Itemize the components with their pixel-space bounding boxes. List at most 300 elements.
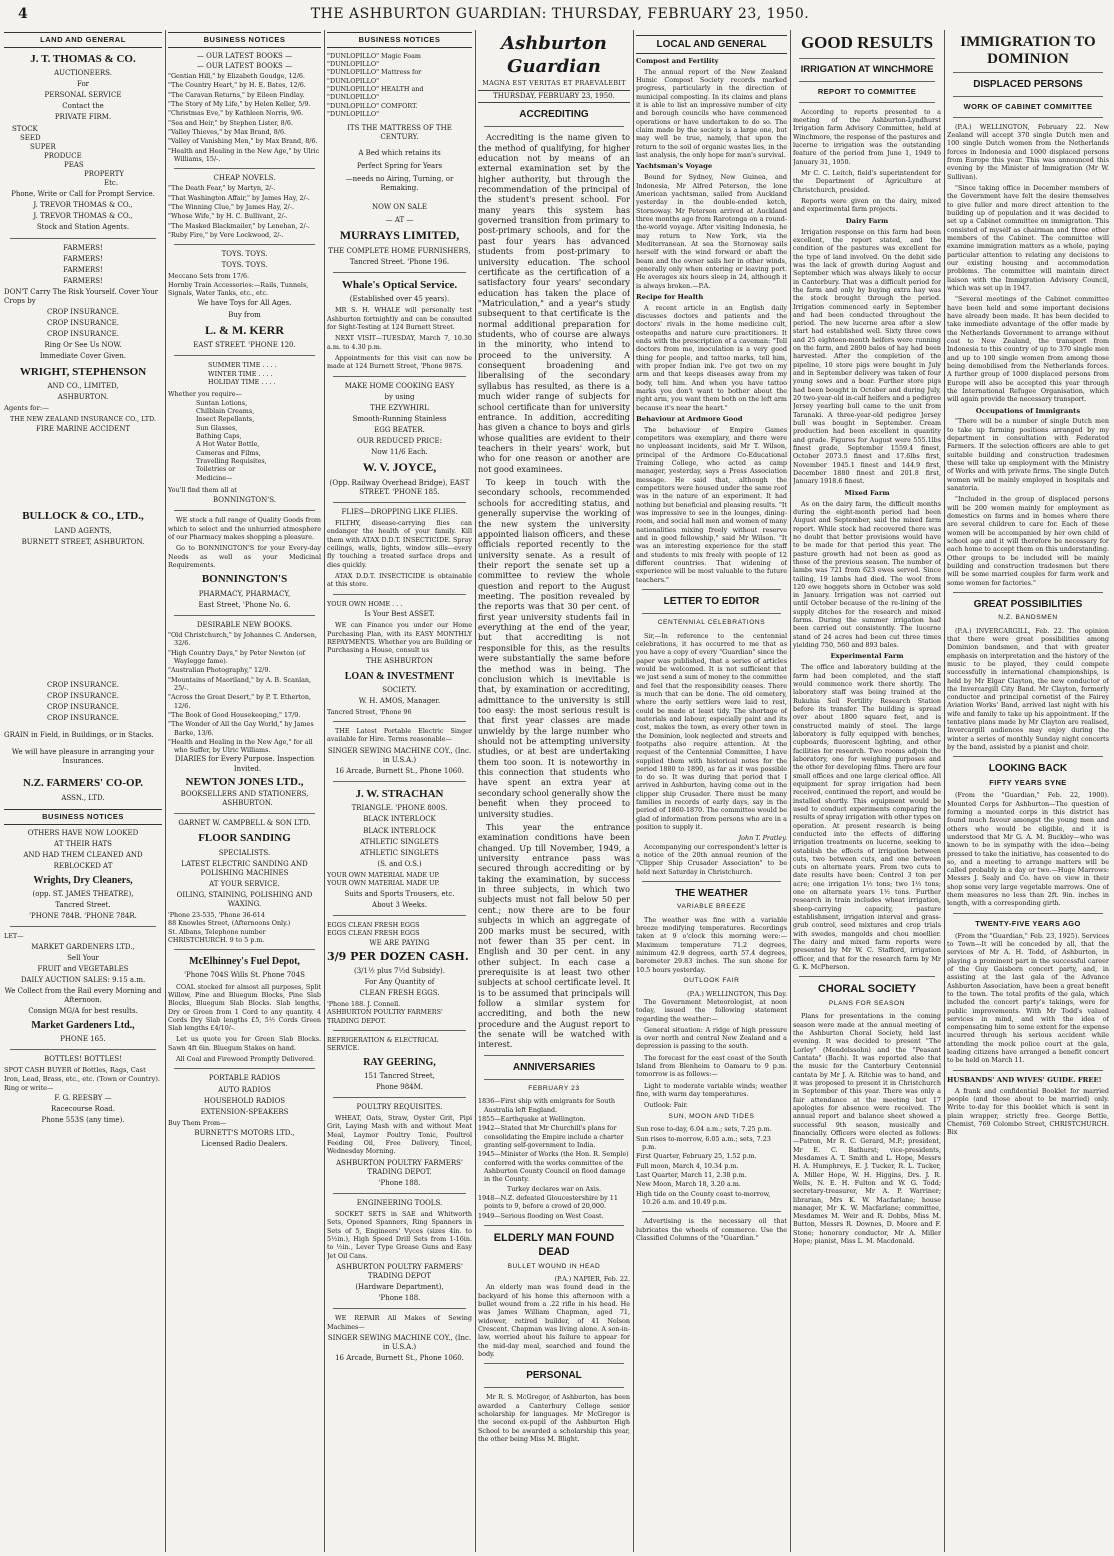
ad-paragraph: Let us quote you for Green Slab Blocks. Sawn 4ft 6in. Bluegum Stakes on hand. [168, 1035, 321, 1052]
ad-line: 'Phone 188. [378, 1178, 421, 1187]
ad-line: PORTABLE RADIOS [208, 1074, 281, 1083]
ad-line: ATHLETIC SINGLETS [360, 837, 439, 846]
divider [333, 376, 466, 377]
ad-line: MARKET GARDENERS LTD., [31, 942, 135, 951]
ad-line: Buy from [228, 310, 261, 319]
article-subheading: PLANS FOR SEASON [828, 999, 906, 1007]
ad-cheap-novels [168, 174, 321, 239]
divider [174, 813, 315, 814]
ad-line: ENGINEERING TOOLS. [356, 1198, 443, 1207]
ad-line: FLIES—DROPPING LIKE FLIES. [341, 508, 458, 517]
ad-line: Ring Or See Us NOW. [44, 341, 122, 350]
ad-line: Insect Repellants, [196, 415, 255, 424]
ad-line: "Sea and Heir," by Stephen Lister, 8/6. [168, 118, 293, 127]
ad-line: CHEAP NOVELS. [213, 174, 276, 183]
ad-line: "Ruby Fire," by Vere Lockwood, 2/-. [168, 230, 284, 239]
ad-line: THE EZYWHIRL [370, 403, 429, 412]
letter-subheading: CENTENNIAL CELEBRATIONS [657, 619, 766, 627]
ad-line: "Health and Healing in the New Age," for all who Suffer, by Ulric Williams. [168, 737, 313, 755]
divider [333, 781, 466, 782]
ad-line: GARNET W. CAMPBELL & SON LTD. [178, 819, 311, 828]
ad-line: St. Albans, Telephone number [168, 927, 266, 936]
ad-bonnington [168, 516, 321, 609]
ad-line: (Opp. Railway Overhead Bridge), EAST STREET. 'PHONE 185. [329, 478, 470, 496]
ad-line: EGG BEATER. [374, 425, 425, 434]
divider [799, 58, 935, 59]
list-item: New Moon, March 18, 3.20 a.m. [636, 1180, 741, 1189]
ad-line: DON'T Carry The Risk Yourself. Cover Your Crops by [4, 287, 158, 306]
ad-line: 16 Arcade, Burnett St., Phone 1060. [335, 1354, 464, 1363]
ad-line: Medicine— [196, 473, 233, 482]
article-heading: IMMIGRATION TO DOMINION [960, 34, 1096, 67]
personal-heading: PERSONAL [526, 1370, 582, 1382]
item-heading: Yachtsman's Voyage [636, 162, 713, 171]
ad-line: Licensed Radio Dealers. [201, 1140, 288, 1149]
editorial-heading: ACCREDITING [519, 109, 589, 121]
column-immigration [947, 30, 1109, 1552]
paragraph: (P.A.) INVERCARGILL, Feb. 22. The opinion that there were great possibilities among Dominion bandsmen, and that with greater emphasis on interpretation and the history of the music to be played, they could compete successfully in international championships, is held by Mr Elgar Clayton, the new conductor of the Invercargill City Band. Mr Clayton, formerly conductor and principal cornetist of the Fairey Aviation Works' Band, arrived last night with his wife and family to take up his appointment. If the tentative plans made by Mr Clayton are realised, Invercargill audiences may enjoy during the winter a series of monthly Sunday night concerts by the band, assisted by a pianist and choir. [947, 626, 1109, 752]
ad-line: 151 Tancred Street, [364, 1071, 435, 1080]
ad-line: "The Masked Blackmailer," by Lenehan, 2/-. [168, 221, 310, 230]
section-header: BUSINESS NOTICES [168, 32, 321, 48]
ad-line: SINGER SEWING MACHINE COY., (Inc. in U.S.A.) [327, 746, 472, 764]
divider [642, 1211, 781, 1212]
ad-thomas [4, 52, 162, 233]
ad-line: 16 Arcade, Burnett St., Phone 1060. [335, 766, 464, 775]
list-item: 1949—Serious flooding on West Coast. [478, 1211, 604, 1220]
ad-line: Hornby Train Accessories:—Rails, Tunnels, Signals, Water Tanks, etc., etc. [168, 280, 309, 298]
article-heading: GOOD RESULTS [800, 33, 934, 52]
paragraph: Accrediting is the name given to the method of qualifying, for higher education not by means of an external examination set by the higher authority, but through the recommendation of the principal of the student's present school. For many years this system has governed transition from primary to post-primary schools, and for the past four years has advanced students from post-primary to university education. The school certificate as the certification of a satisfactory four years' secondary education has taken the place of "Matriculation," and a year's study subsequent to that certificate is the normal additional preparation for students, who of course are always in the minority, who intend to proceed to the university. A consequent broadening and liberalising of the secondary syllabus has resulted, as there is a much wider range of subjects for school certificate than for university entrance. In addition, accrediting has given a chance to boys and girls whose qualities are evident to their teachers in their years' work, but who for one reason or another are not good examinees. [478, 132, 630, 474]
paragraph: The weather was fine with a variable breeze modifying temperatures. Recordings taken at 9 o'clock this morning were:—Maximum temperature 71.2 degrees, minimum 42.9 degrees, earth 57.4 degrees, barometer 29.83 inches. The sun shone for 10.5 hours yesterday. [636, 915, 787, 974]
ad-line: EGGS CLEAN FRESH EGGS [327, 920, 420, 929]
ad-line: "That Washington Affair," by James Hay, 2/-. [168, 193, 310, 202]
divider [484, 1055, 624, 1056]
ad-title: Market Gardeners Ltd., [31, 1020, 135, 1032]
divider [484, 1225, 624, 1226]
ad-line: F. G. REESBY — [54, 1093, 112, 1102]
ad-line: DIARIES for Every Purpose. Inspection Invited. [174, 755, 315, 773]
list-item: Sun rises to-morrow, 6.05 a.m.; sets, 7.23 p.m. [636, 1134, 771, 1151]
ad-line: Buy Them From— [168, 1118, 227, 1127]
divider [333, 1308, 466, 1309]
ad-line: CROP INSURANCE. [46, 330, 120, 339]
column-land-and-general [4, 30, 162, 1552]
ad-line: YOUR OWN HOME . . . [327, 599, 403, 608]
paragraph: Bound for Sydney, New Guinea, and Indonesia, Mr Alfred Peterson, the lone American yachtsman, sailed from Auckland yesterday in the double-ended ketch, Stornoway. Mr Peterson arrived at Auckland three months ago from Rarotonga on a round-the-world voyage. After visiting Indonesia, he may return to New York, via the Mediterranean. At sea the Stornoway sails herself with the wind forward or abaft the beam and the owner sails her in other winds, generally only when entering or leaving port. He averages six hours sleep in 24, although it is always broken.—P.A. [636, 173, 787, 290]
ad-line: W. H. AMOS, Manager. [358, 696, 441, 705]
ad-line: SEED [20, 133, 41, 142]
ad-line: ASHBURTON POULTRY FARMERS' TRADING DEPOT [336, 1262, 463, 1281]
ad-line: We have Toys for All Ages. [197, 299, 292, 308]
ad-line: TOYS. TOYS. [221, 250, 268, 259]
dateline: (P.A.) NAPIER, Feb. 22. [554, 1275, 630, 1284]
ad-line: AT THEIR HATS [54, 839, 112, 848]
ad-line: PHARMACY, PHARMACY, [198, 589, 291, 598]
ad-fuel-depot [168, 955, 321, 1063]
ad-line: East Street, 'Phone No. 6. [198, 600, 291, 609]
ad-line: CLEAN FRESH EGGS. [359, 988, 440, 997]
ad-line: "The Country Heart," by H. E. Bates, 12/6. [168, 81, 306, 90]
ad-whale-optical [327, 278, 472, 371]
ad-line: For Any Quantity of [364, 977, 435, 986]
paragraph: "Several meetings of the Cabinet committee have been held and some important decisions have already been made. It has been decided to take immediate advantage of the offer made by the Netherlands Government to arrange without cost to New Zealand, the transport from Indonesia to this country of up to 370 single men and up to 100 single women from among those being demobilised from the Netherlands forces. A further group of 1000 displaced persons from Europe will also be accepted this year through the International Refugee Organisation, which will again provide the necessary transport. [947, 295, 1109, 404]
list-item: 1836—First ship with emigrants for South Australia left England. [478, 1097, 616, 1114]
ad-line: "DUNLOPILLO" [327, 110, 380, 119]
paragraph: According to reports presented to a meeting of the Ashburton-Lyndhurst Irrigation farm Advisory Committee, held at Winchmore, the response of the pastures and lucerne to irrigation was the outstanding feature of the period from June 1, 1949 to January 31, 1950. [793, 107, 941, 166]
ad-line: FIRE MARINE ACCIDENT [36, 425, 130, 434]
ad-line: "Old Christchurch," by Johannes C. Andersen, 32/6. [168, 630, 317, 648]
ad-line: 88 Knowles Street, (Afternoons Only.) [168, 919, 291, 928]
paragraph: A recent article in an English daily discusses doctors and patients and the doctors' rivals in the home medicine cult, osteopaths and nature cure practitioners. It ends with the prescription of a caveman: "Tell doctors from me, inoculation is a very good thing for people, and tattoo marks, tell him, with proper Indian ink. I've got two on my arm and that keeps diseases away from my body, tell him. And when you have tattoo marks you don't want to bother about the right arm, you want them both on the left arm because it's near the heart." [636, 303, 787, 412]
ad-line: "Australian Photography," 12/9. [168, 666, 271, 675]
ad-line: Toiletries or [196, 465, 236, 474]
paragraph: Mr R. S. McGregor, of Ashburton, has been awarded a Canterbury College senior scholarship for languages. Mr McGregor is the second ex-pupil of the Ashburton High School to be awarded a scholarship this year, the other being Miss M. Blight. [478, 1393, 630, 1444]
ad-line: LAND AGENTS, [54, 526, 112, 535]
ad-paragraph: COAL stocked for almost all purposes, Split Willow, Pine and Bluegum Blocks, Pine Slab Blocks, Bluegum Slab Blocks. Slab lengths, Dry or Green from 1 Cord to any quantity. 4 Cords Dry Slab lengths £5, 5½ Cords Green Slab lengths £4/10/-. [168, 982, 321, 1033]
ad-line: YOUR OWN MATERIAL MADE UP. [327, 879, 440, 888]
ad-line: "Valley of Vanishing Men," by Max Brand, 8/6. [168, 137, 318, 146]
ad-title: WRIGHT, STEPHENSON [19, 365, 147, 378]
article-subheading: DISPLACED PERSONS [973, 79, 1083, 90]
ad-line: —needs no Airing, Turning, or Remaking. [345, 174, 454, 192]
ad-paragraph: THE Latest Portable Electric Singer available for Hire. Terms reasonable— [327, 727, 472, 744]
ad-dunlopillo [327, 52, 472, 267]
ad-line: Cameras and Films, [196, 448, 261, 457]
anniversaries-heading: ANNIVERSARIES [512, 1061, 596, 1073]
divider [333, 594, 466, 595]
paragraph: Plans for presentations in the coming season were made at the annual meeting of the Ashburton Choral Society, held last evening. It was decided to present "The Lorley" (Mendelssohn) and the "Peasant Cantata" (Bach). It was reported also that the music for the Canterbury Centennial cantata by Mr J. A. Ritchie was to hand, and it was proposed to present it in Christchurch in September of this year. There was only a fair attendance at the meeting but 17 apologies for absence were received. The annual report and balance sheet showed a successful 9th season, musically and financially. Officers were elected as follows:—Patron, Mr R. C. Gerard, M.P.; president, Mr E. C. Bathurst; vice-presidents, Mesdames A. T. Smith and L. Hope, Messrs H. A. Humphreys, E. J. Tucker, R. L. Tucker, A. Miller Hope, W. H. Higgins, Drs. J. R. Wells, N. E. H. Fulton and W. G. Todd; secretary-treasurer, Mr A. P. Warriner; librarian, Mrs K. W. Macfarlane; house manager, Mr K. W. Macfarlane; committee, Mesdames M. Weir and R. Dobbs, Miss M. Button, Messrs R. Downes, D. Moore and F. Stone; honorary conductor, Mr A. Miller Hope; pianist, Miss L. M. Macdonald. [793, 1012, 941, 1246]
ad-line: "Health and Healing in the New Age," by Ulric Williams, 15/-. [168, 146, 320, 163]
ad-line: DAILY AUCTION SALES: 9.15 a.m. [20, 975, 146, 984]
ad-line: Etc. [104, 179, 119, 188]
article-subheading: BULLET WOUND IN HEAD [507, 1262, 601, 1270]
ad-space [4, 549, 162, 679]
column-good-results [793, 30, 941, 1552]
ad-line: Contact the [62, 102, 104, 111]
ad-line: (3/1½ plus 7½d Subsidy). [353, 966, 445, 975]
ad-line: Chilblain Creams, [196, 406, 255, 415]
item-heading: Compost and Fertility [636, 57, 719, 65]
ad-line: Phone 984M. [375, 1082, 424, 1091]
ad-line: THE NEW ZEALAND INSURANCE CO., LTD. [10, 414, 156, 423]
ad-sewing [327, 1314, 472, 1363]
ad-line: About 3 Weeks. [372, 900, 427, 909]
ad-title: W. V. JOYCE, [362, 460, 437, 475]
item-heading: HUSBANDS' AND WIVES' GUIDE. FREE! [947, 1075, 1102, 1084]
divider [333, 1030, 466, 1031]
ad-line: Ring or write— [4, 1083, 54, 1092]
ad-line: "Gentian Hill," by Elizabeth Goudge, 12/6. [168, 71, 305, 80]
divider [10, 238, 156, 239]
divider [953, 1070, 1103, 1071]
ad-line: 'PHONE 784R. 'PHONE 784R. [29, 912, 137, 921]
ad-title: J. T. THOMAS & CO. [30, 52, 136, 65]
ad-line: Racecourse Road. [51, 1104, 115, 1113]
ad-crop [4, 681, 162, 803]
paragraph: This year the entrance examination conditions have been changed. Up till November, 1949, a university entrance pass was secured through accrediting or by taking the examination, by success in three subjects, in which two subjects must not fall below 50 per cent.; now there are to be four subjects in which an aggregate of 200 marks must be secured, with not fewer than 35 per cent. in English and 30 per cent. in any other subject. In each case a prerequisite is at least two other subjects at school certificate level. It is to be assumed that principals will follow a similar system for accrediting, and both the new procedure and the August report to the senate will be watched with interest. [478, 821, 630, 1050]
ad-line: SPOT CASH BUYER of Bottles, Rags, Cast Iron, Lead, Brass, etc., etc. (Town or Country). [4, 1066, 160, 1083]
divider [484, 1079, 624, 1080]
sun-moon-tides [636, 1125, 787, 1206]
ad-line: BLACK INTERLOCK [363, 826, 436, 835]
article-subheading: N.Z. BANDSMEN [998, 613, 1058, 621]
ad-line: FARMERS! [63, 254, 103, 263]
ad-books [168, 52, 321, 163]
paragraph: (P.A.) WELLINGTON, February 22. New Zealand will accept 370 single Dutch men and 100 single Dutch women from the Netherlands forces in Indonesia and 1000 displaced persons from Europe this year. This was announced this evening by the Minister of Immigration (Mr W. Sullivan). [947, 122, 1109, 181]
ad-title: N.Z. FARMERS' CO-OP. [22, 777, 144, 790]
ad-line: LATEST ELECTRIC SANDING AND POLISHING MACHINES [181, 859, 308, 877]
list-item: Turkey declares war on Axis. [506, 1184, 602, 1193]
divider [953, 117, 1103, 118]
ad-line: "DUNLOPILLO" COMFORT. [327, 101, 418, 110]
ad-bottles [4, 1055, 162, 1125]
ad-loan [327, 600, 472, 716]
letter-heading: LETTER TO EDITOR [663, 596, 760, 608]
divider [953, 72, 1103, 73]
ad-line: CROP INSURANCE. [46, 702, 120, 711]
newspaper-logo: Ashburton Guardian [501, 33, 607, 78]
ad-line: J. TREVOR THOMAS & CO., [33, 201, 133, 210]
ad-radios [168, 1074, 321, 1149]
ad-line: CROP INSURANCE. [46, 319, 120, 328]
ad-line: PERSONAL SERVICE [44, 91, 122, 100]
ad-line: Suits and Sports Trousers, etc. [344, 889, 455, 898]
ad-line: AUCTIONEERS. [54, 69, 112, 78]
ad-line: REBLOCKED AT [53, 861, 113, 870]
divider [953, 96, 1103, 97]
column-editorial [478, 30, 630, 1552]
ad-line: AND HAD THEM CLEANED AND [23, 850, 143, 859]
ad-paragraph: All Coal and Firewood Promptly Delivered. [176, 1055, 315, 1064]
ad-line: (Established over 45 years). [349, 295, 450, 304]
ad-line: Smooth-Running Stainless [352, 414, 447, 423]
divider [333, 502, 466, 503]
editorial-date: THURSDAY, FEBRUARY 23, 1950. [478, 90, 630, 103]
ad-strachan [327, 787, 472, 910]
ad-line: Travelling Requisites, [196, 456, 267, 465]
article-subheading: IRRIGATION AT WINCHMORE [800, 63, 934, 75]
motto: MAGNA EST VERITAS ET PRAEVALEBIT [482, 78, 626, 87]
column-rule [790, 30, 791, 1552]
divider [484, 126, 624, 127]
paragraph: General situation: A ridge of high pressure is over north and central New Zealand and a depression is passing to the south. [636, 1025, 787, 1051]
ad-line: "Mountains of Maoriland," by A. B. Scanlan, 25/-. [168, 675, 312, 692]
section-header: BUSINESS NOTICES [327, 32, 472, 48]
ad-line: "The Wonder of All the Gay World," by James Barke, 13/6. [168, 720, 314, 737]
ad-line: "Christmas Eve," by Kathleen Norris, 9/6. [168, 109, 304, 118]
ad-line: SUPER [30, 142, 56, 151]
ad-line: Perfect Spring for Years [356, 161, 443, 170]
ad-line: 'Phone 23-535, 'Phone 36-614 [168, 911, 265, 920]
ad-line: — AT — [385, 216, 414, 225]
paragraph: "There will be a number of single Dutch men to take up farming positions arranged by my department in consultation with Federated Farmers. If the selection officers are able to get suitable building and construction tradesmen these will take up employment with the Ministry of Works and with private firms. The single Dutch women will be mainly employed in hospitals and sanatoria. [947, 417, 1109, 493]
paragraph: Reports were given on the dairy, mixed and experimental farm projects. [793, 197, 941, 214]
ad-line: — OUR LATEST BOOKS — [196, 51, 293, 60]
ad-line: "DUNLOPILLO" Mattress for [327, 68, 422, 77]
ad-paragraph: ATAX D.D.T. INSECTICIDE is obtainable at this store. [327, 572, 472, 589]
column-rule [633, 30, 634, 1552]
ad-line: "DUNLOPILLO" [327, 93, 380, 102]
ad-title: Wrights, Dry Cleaners, [33, 874, 133, 886]
ad-line: "The Book of Good Housekeeping," 17/9. [168, 710, 301, 719]
column-rule [324, 30, 325, 1552]
ad-line: STOCK [12, 124, 38, 133]
ad-line: PHONE 165. [60, 1035, 106, 1044]
ad-line: DESIRABLE NEW BOOKS. [196, 620, 293, 629]
divider [642, 881, 781, 882]
paragraph: The forecast for the east coast of the South Island from Blenheim to Oamaru to 9 p.m. tomorrow is as follows:— [636, 1053, 787, 1079]
ad-line: "Valley Thieves," by Max Brand, 8/6. [168, 127, 287, 136]
ad-line: REFRIGERATION & ELECTRICAL SERVICE. [327, 1036, 439, 1053]
column-rule [165, 30, 166, 1552]
ad-line: Bathing Caps, [196, 431, 242, 440]
ad-singer [327, 727, 472, 776]
article-subheading: REPORT TO COMMITTEE [817, 87, 917, 97]
divider [642, 589, 781, 590]
ad-paragraph: NEXT VISIT—TUESDAY, March 7, 10.30 a.m. to 4.30 p.m. [327, 334, 472, 351]
item-heading: Experimental Farm [830, 652, 904, 661]
divider [174, 168, 315, 169]
ad-flies [327, 508, 472, 589]
list-item: 1945—Minister of Works (the Hon. R. Semple) conferred with the works committee of the Ashburton County Council on flood damage in the County. [478, 1150, 629, 1184]
ad-line: WE ARE PAYING [369, 939, 430, 948]
anniversaries-date: FEBRUARY 23 [528, 1084, 580, 1092]
ad-title: MURRAYS LIMITED, [339, 228, 460, 243]
ad-line: Whether you require— [168, 390, 242, 399]
ad-line: Sell Your [67, 953, 99, 962]
ad-line: BURNETT STREET, ASHBURTON. [21, 537, 145, 546]
ad-paragraph: WE REPAIR All Makes of Sewing Machines— [327, 1314, 472, 1331]
ad-line: ITS THE MATTRESS OF THE CENTURY. [347, 124, 452, 142]
ad-line: Phone 553S (any time). [41, 1116, 125, 1125]
ad-line: You'll find them all at [168, 485, 237, 494]
list-item: Sun rose to-day, 6.04 a.m.; sets, 7.25 p.m. [636, 1125, 772, 1134]
ad-line: (Hardware Department), [355, 1283, 444, 1292]
ad-space [4, 436, 162, 506]
paragraph: An elderly man was found dead in the backyard of his home this afternoon with a bullet wound from a .22 rifle in his head. He was James William Chapman, aged 71, widower, retired builder, of 41 Nelson Crescent. Chapman was living alone. A son-in-law, worried about his failure to appear for the mid-day meal, searched and found the body. [478, 1283, 630, 1359]
sun-moon-heading: SUN, MOON AND TIDES [668, 1112, 755, 1120]
ad-line: LET— [4, 932, 24, 941]
ad-line: (S. and O.S.) [377, 859, 422, 868]
ad-refrigeration [327, 1036, 472, 1092]
ad-line: THE ASHBURTON [366, 657, 433, 666]
ad-line: GRAIN in Field, in Buildings, or in Stacks. [4, 731, 154, 740]
column-rule [475, 30, 476, 1552]
ad-farmers [4, 244, 162, 435]
column-business-notices-2 [327, 30, 472, 1552]
ad-eggs [327, 921, 472, 1025]
ad-line: "DUNLOPILLO" Magic Foam [327, 51, 421, 60]
paragraph: Irrigation response on this farm had been excellent, the report stated, and the condition of the pastures was excellent for the type of land involved. On the debit side was the lack of growth during August and September which was always likely to occur in Canterbury. That was a difficult period for the farm and only by buying extra hay was the stock brought through the period. Irrigation commenced early in September and had been conducted throughout the period. The new lucerne area after a slow start had established well. Sixty three cows and 25 eighteen-month heifers were running on the farm, and 2800 bales of hay had been harvested. After the completion of the pipeline, 10 store pigs were bought in July and in September delivery was taken of four young sows and a boar. Further store pigs had been bought in October and during July, 20 two-year-old in-calf heifers and a pedigree Jersey yearling bull came to the unit from Taranaki. A three-year-old pedigree Jersey bull was bought in September. Cream production had been excellent in quantity and grade. Figures for August were 555.1lbs finest grade, September 1559.4 finest, October 2073.5 finest and 17.6lbs first, November 1945.1 finest and 144.9 first, December 1880 finest and 201.8 first, January 1918.6 finest. [793, 227, 941, 486]
paragraph: (From the "Guardian," Feb. 22, 1900). Mounted Corps for Ashburton—The question of forming a mounted corps in this district has found much favour amongst the young men and others who would be eligible, and it is understood that Mr G. A. M. Buckley—who was known to be in sympathy with the idea—being pressed to take the initiative, has consented to do so, and a meeting to arrange matters will be called probably in a day or two.—Huge Marrows: Messrs J. Sealy and Co. have on view in their shop some very large vegetable marrows. One of them measures no less than 2ft. 9in. inches in length, with a corresponding girth. [947, 791, 1109, 908]
ad-line: MAKE HOME COOKING EASY [344, 381, 455, 390]
ad-paragraph: FILTHY, disease-carrying flies can endanger the health of your family. Kill them with ATAX D.D.T. INSECTICIDE. Spray ceilings, walls, lights, window sills—every fly touching a treated surface drops and dies quickly. [327, 519, 472, 569]
ad-line: POULTRY REQUISITES. [356, 1102, 443, 1111]
ad-line: Suntan Lotions, [196, 398, 248, 407]
ad-title: FLOOR SANDING [198, 832, 291, 845]
ad-line: by using [384, 392, 415, 401]
divider [174, 615, 315, 616]
ad-line: ASHBURTON POULTRY FARMERS' TRADING DEPOT. [336, 1158, 463, 1176]
paragraph: Advertising is the necessary oil that lubricates the wheels of commerce. Use the Classified Columns of the "Guardian." [636, 1217, 787, 1242]
ad-title: NEWTON JONES LTD., [185, 775, 304, 788]
ad-line: EAST STREET. 'PHONE 120. [193, 341, 296, 350]
ad-title: BONNINGTON'S [201, 573, 288, 586]
ad-line: "Across the Great Desert," by P. T. Etherton, 12/6. [168, 693, 311, 710]
ad-floor-sanding [168, 819, 321, 944]
divider [174, 1068, 315, 1069]
divider [799, 81, 935, 82]
ad-line: OUR REDUCED PRICE: [357, 437, 442, 446]
ad-line: ASHBURTON POULTRY FARMERS' TRADING DEPOT. [327, 1008, 443, 1025]
divider [174, 244, 315, 245]
ad-line: HOUSEHOLD RADIOS [203, 1096, 286, 1105]
divider [10, 926, 156, 927]
ad-line: CROP INSURANCE. [46, 308, 120, 317]
anniversaries-list [478, 1097, 630, 1220]
ad-line: BONNINGTON'S. [213, 496, 276, 505]
ad-line: 3/9 PER DOZEN CASH. [327, 950, 469, 964]
article-body [478, 1275, 630, 1358]
ad-paragraph: Appointments for this visit can now be made at 124 Burnett Street, 'Phone 987S. [327, 353, 472, 371]
ad-wrights [4, 829, 162, 922]
ad-line: OILING, STAINING, POLISHING AND WAXING. [176, 890, 313, 909]
ad-line: PRIVATE FIRM. [54, 113, 112, 122]
ad-line: PRODUCE [44, 151, 82, 160]
list-item: 1942—Stated that Mr Churchill's plans for consolidating the Empire include a charter granting self-government to India. [478, 1124, 624, 1150]
divider [953, 592, 1103, 593]
paragraph: "Included in the group of displaced persons will be 200 women mainly for employment as domestics on farms and in homes where there are several children to care for. Each of these women will be accompanied by her own child of school age and it will therefore be necessary for each home to accept them on this understanding. Other groups to be included will be mainly building and construction tradesmen but there will be some married couples for farm work and some women for factories." [947, 495, 1109, 587]
article-subheading: WORK OF CABINET COMMITTEE [963, 102, 1093, 111]
outlook-body [636, 990, 787, 1110]
ad-line: Is Your Best ASSET. [364, 610, 435, 619]
ad-line: Meccano Sets from 17/6. [168, 272, 250, 281]
ad-line: ASHBURTON. [57, 392, 109, 401]
section-header: BUSINESS NOTICES [4, 809, 162, 825]
divider [174, 510, 315, 511]
ad-line: NOW ON SALE [372, 202, 427, 211]
ad-line: TRIANGLE. 'PHONE 800S. [351, 804, 448, 813]
ad-line: We Collect from the Rail every Morning and Afternoon. [4, 986, 162, 1005]
list-item: 1855—Earthquake at Wellington. [478, 1115, 586, 1124]
ad-line: TOYS. TOYS. [221, 261, 268, 270]
divider [642, 613, 781, 614]
ad-line: BOTTLES! BOTTLES! [44, 1055, 122, 1064]
ad-title: J. W. STRACHAN [355, 788, 444, 801]
ad-line: — OUR LATEST BOOKS — [196, 61, 293, 70]
divider [953, 913, 1103, 914]
ad-line: "The Winning Clue," by James Hay, 2/-. [168, 202, 294, 211]
ad-line: "High Country Days," by Peter Newton (of Waylegge fame). [168, 648, 305, 665]
divider [174, 949, 315, 950]
ad-line: SOCIETY. [382, 685, 417, 694]
ad-line: FARMERS! [63, 243, 103, 252]
paragraph: (From the "Guardian," Feb. 23, 1925). Services to Town—It will be conceded by all, that the services of Mr A. H. Todd, of Ashburton, in playing a prominent part in the successful career of the Guy Gaisborn concert party, and, in assisting at the last gala of the Advance Ashburton Association, have been a great benefit to the town. The total profits of the gala, which included the concert party's takings, were for public improvements. With Mr Todd's valued services in mind, and with the idea of compensating him to some extent for the expense incurred through his serious accident while attending the mock police court at the gala, leading citizens have arranged a benefit concert to be held on March 11. [947, 931, 1109, 1065]
list-item: Last Quarter, March 11, 2.38 p.m. [636, 1170, 747, 1179]
divider [333, 721, 466, 722]
ad-line: 'Phone 188. J. Connell. [327, 1000, 401, 1009]
ad-line: 'Phone 704S Wills St. Phone 704S [184, 971, 305, 980]
ad-line: CHRISTCHURCH. 9 to 5 p.m. [168, 936, 265, 945]
signature: John T. Pratley. [738, 834, 787, 843]
ad-line: Phone, Write or Call for Prompt Service. [11, 190, 155, 199]
ad-paragraph: WE stock a full range of Quality Goods from which to select and the unhurried atmosphere of our Pharmacy makes shopping a pleasure. [168, 516, 321, 541]
masthead [10, 6, 1110, 28]
ad-paragraph: MR S. H. WHALE will personally test Ashburton fortnightly and can be consulted for Sight-Testing at 124 Burnett Street. [327, 306, 472, 331]
ad-title: LOAN & INVESTMENT [344, 670, 455, 682]
ad-line: "The Death Fear," by Martyn, 2/-. [168, 184, 276, 193]
